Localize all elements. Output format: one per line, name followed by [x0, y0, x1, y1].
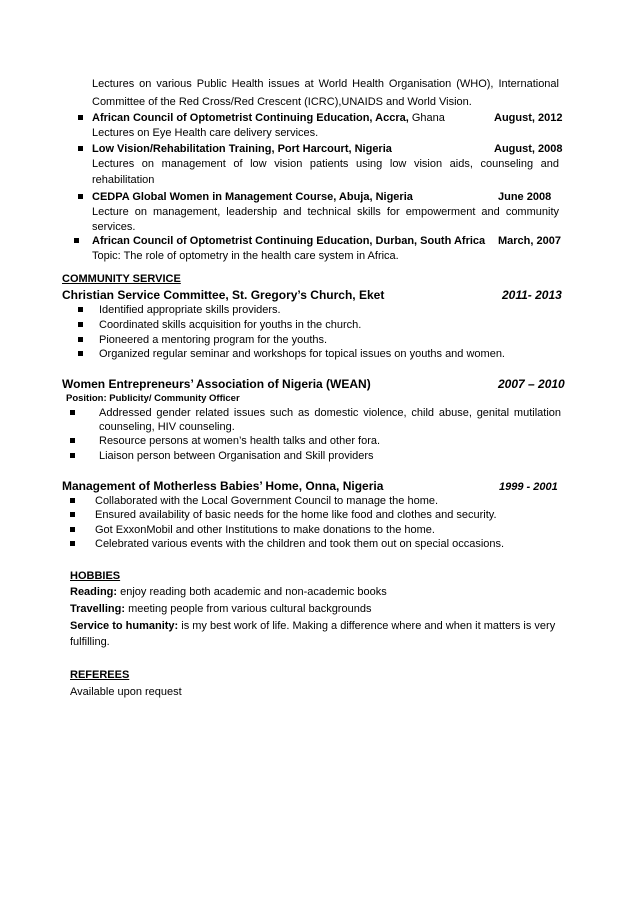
- bullet-icon: [78, 194, 83, 199]
- list-item-cont: counseling, HIV counseling.: [99, 421, 235, 433]
- org-date: 1999 - 2001: [499, 481, 558, 493]
- list-item: Identified appropriate skills providers.: [99, 304, 281, 316]
- org-position: Position: Publicity/ Community Officer: [66, 393, 240, 404]
- lecture-item-title: African Council of Optometrist Continuing Education, Accra, Ghana: [92, 112, 445, 124]
- bullet-icon: [78, 337, 83, 342]
- bullet-icon: [70, 453, 75, 458]
- lecture-item-title: CEDPA Global Women in Management Course, Abuja, Nigeria: [92, 191, 413, 203]
- bullet-icon: [78, 307, 83, 312]
- lecture-item-desc-cont: services.: [92, 221, 136, 233]
- bullet-icon: [74, 238, 79, 243]
- bullet-icon: [78, 351, 83, 356]
- bullet-icon: [70, 438, 75, 443]
- lecture-item-date: August, 2008: [494, 143, 563, 155]
- hobby-item: Travelling: meeting people from various cultural backgrounds: [70, 603, 372, 615]
- bullet-icon: [78, 115, 83, 120]
- list-item: Liaison person between Organisation and Skill providers: [99, 450, 374, 462]
- list-item: Pioneered a mentoring program for the youths.: [99, 334, 328, 346]
- list-item: Coordinated skills acquisition for youths in the church.: [99, 319, 362, 331]
- list-item: Organized regular seminar and workshops for topical issues on youths and women.: [99, 348, 505, 360]
- referees-text: Available upon request: [70, 686, 182, 698]
- lecture-item-desc: Lectures on Eye Health care delivery services.: [92, 127, 319, 139]
- bullet-icon: [78, 322, 83, 327]
- org-name: Management of Motherless Babies’ Home, Onna, Nigeria: [62, 479, 384, 493]
- bullet-icon: [78, 146, 83, 151]
- list-item: Celebrated various events with the children and took them out on special occasions.: [95, 538, 505, 550]
- hobby-item: Service to humanity: is my best work of life. Making a difference where and when it matters is very: [70, 620, 556, 632]
- bullet-icon: [70, 541, 75, 546]
- hobby-item-cont: fulfilling.: [70, 636, 110, 648]
- org-date: 2011- 2013: [502, 288, 562, 302]
- lecture-item-title: African Council of Optometrist Continuing Education, Durban, South Africa: [92, 235, 486, 247]
- lecture-item-desc: Topic: The role of optometry in the health care system in Africa.: [92, 250, 399, 262]
- lecture-item-date: August, 2012: [494, 112, 563, 124]
- bullet-icon: [70, 498, 75, 503]
- bullet-icon: [70, 527, 75, 532]
- lecture-item-date: March, 2007: [498, 235, 561, 247]
- bullet-icon: [70, 512, 75, 517]
- org-name: Christian Service Committee, St. Gregory’s Church, Eket: [62, 288, 385, 302]
- list-item: Resource persons at women’s health talks and other fora.: [99, 435, 381, 447]
- community-service-heading: COMMUNITY SERVICE: [62, 273, 181, 285]
- list-item: Got ExxonMobil and other Institutions to make donations to the home.: [95, 524, 435, 536]
- lecture-item-title: Low Vision/Rehabilitation Training, Port Harcourt, Nigeria: [92, 143, 392, 155]
- bullet-icon: [70, 410, 75, 415]
- lecture-item-date: June 2008: [498, 191, 552, 203]
- list-item: Ensured availability of basic needs for the home like food and clothes and security.: [95, 509, 497, 521]
- org-date: 2007 – 2010: [498, 377, 565, 391]
- list-item: Collaborated with the Local Government Council to manage the home.: [95, 495, 439, 507]
- hobbies-heading: HOBBIES: [70, 570, 121, 582]
- hobby-item: Reading: enjoy reading both academic and non-academic books: [70, 586, 387, 598]
- lecture-item-desc: Lectures on management of low vision patients using low vision aids, counseling and: [92, 158, 559, 170]
- lectures-intro-line2: Committee of the Red Cross/Red Crescent (ICRC),UNAIDS and World Vision.: [92, 96, 472, 108]
- org-name: Women Entrepreneurs’ Association of Nigeria (WEAN): [62, 377, 371, 391]
- lecture-item-desc-cont: rehabilitation: [92, 174, 155, 186]
- referees-heading: REFEREES: [70, 669, 130, 681]
- list-item: Addressed gender related issues such as domestic violence, child abuse, genital mutilation: [99, 407, 561, 419]
- lectures-intro-line1: Lectures on various Public Health issues at World Health Organisation (WHO), International: [92, 78, 559, 90]
- lecture-item-desc: Lecture on management, leadership and technical skills for empowerment and community: [92, 206, 559, 218]
